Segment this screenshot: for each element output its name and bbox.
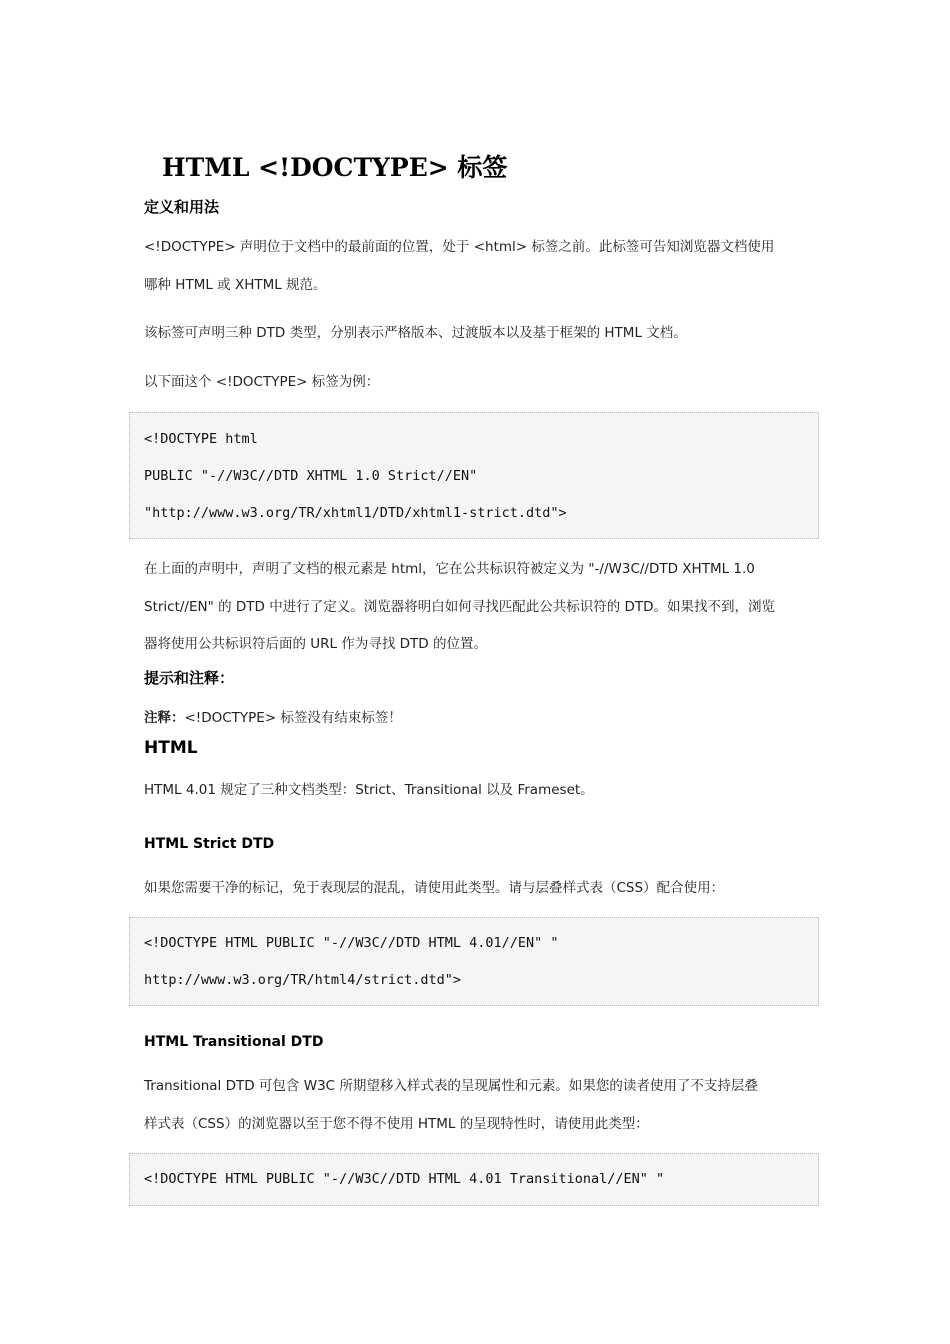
code-line: http://www.w3.org/TR/html4/strict.dtd"> — [144, 972, 461, 988]
html-doc-types-paragraph: HTML 4.01 规定了三种文档类型：Strict、Transitional 以及 Frameset。 — [144, 782, 594, 798]
strict-dtd-paragraph: 如果您需要干净的标记，免于表现层的混乱，请使用此类型。请与层叠样式表（CSS）配合使用： — [144, 880, 725, 896]
code-block-html-strict — [129, 917, 819, 1006]
explanation-paragraph-line-3: 器将使用公共标识符后面的 URL 作为寻找 DTD 的位置。 — [144, 636, 487, 652]
definition-heading: 定义和用法 — [144, 198, 220, 216]
tips-heading: 提示和注释： — [144, 669, 235, 687]
definition-paragraph-line-2: 哪种 HTML 或 XHTML 规范。 — [144, 277, 327, 293]
code-line: "http://www.w3.org/TR/xhtml1/DTD/xhtml1-strict.dtd"> — [144, 505, 567, 521]
note-text: <!DOCTYPE> 标签没有结束标签！ — [184, 710, 402, 726]
transitional-paragraph-line-1: Transitional DTD 可包含 W3C 所期望移入样式表的呈现属性和元素。如果您的读者使用了不支持层叠 — [144, 1078, 758, 1094]
code-block-html-transitional — [129, 1153, 819, 1206]
note-line — [144, 706, 402, 726]
code-line: PUBLIC "-//W3C//DTD XHTML 1.0 Strict//EN" — [144, 468, 478, 484]
code-line: <!DOCTYPE html — [144, 431, 258, 447]
explanation-paragraph-line-2: Strict//EN" 的 DTD 中进行了定义。浏览器将明白如何寻找匹配此公共标识符的 DTD。如果找不到，浏览 — [144, 599, 776, 615]
note-label: 注释： — [144, 710, 185, 726]
definition-paragraph-line-1: <!DOCTYPE> 声明位于文档中的最前面的位置，处于 <html> 标签之前。此标签可告知浏览器文档使用 — [144, 239, 775, 255]
code-line: <!DOCTYPE HTML PUBLIC "-//W3C//DTD HTML 4.01//EN" " — [144, 935, 559, 951]
explanation-paragraph-line-1: 在上面的声明中，声明了文档的根元素是 html，它在公共标识符被定义为 "-//W3C//DTD XHTML 1.0 — [144, 561, 755, 577]
page-title: HTML <!DOCTYPE> 标签 — [162, 153, 508, 182]
transitional-paragraph-line-2: 样式表（CSS）的浏览器以至于您不得不使用 HTML 的呈现特性时，请使用此类型： — [144, 1116, 649, 1132]
dtd-types-paragraph: 该标签可声明三种 DTD 类型，分别表示严格版本、过渡版本以及基于框架的 HTML 文档。 — [144, 325, 687, 341]
code-block-xhtml-strict — [129, 412, 819, 539]
html-heading: HTML — [144, 738, 198, 758]
code-line: <!DOCTYPE HTML PUBLIC "-//W3C//DTD HTML 4.01 Transitional//EN" " — [144, 1171, 665, 1187]
transitional-dtd-heading: HTML Transitional DTD — [144, 1034, 324, 1050]
strict-dtd-heading: HTML Strict DTD — [144, 836, 275, 852]
example-intro-paragraph: 以下面这个 <!DOCTYPE> 标签为例： — [144, 374, 380, 390]
